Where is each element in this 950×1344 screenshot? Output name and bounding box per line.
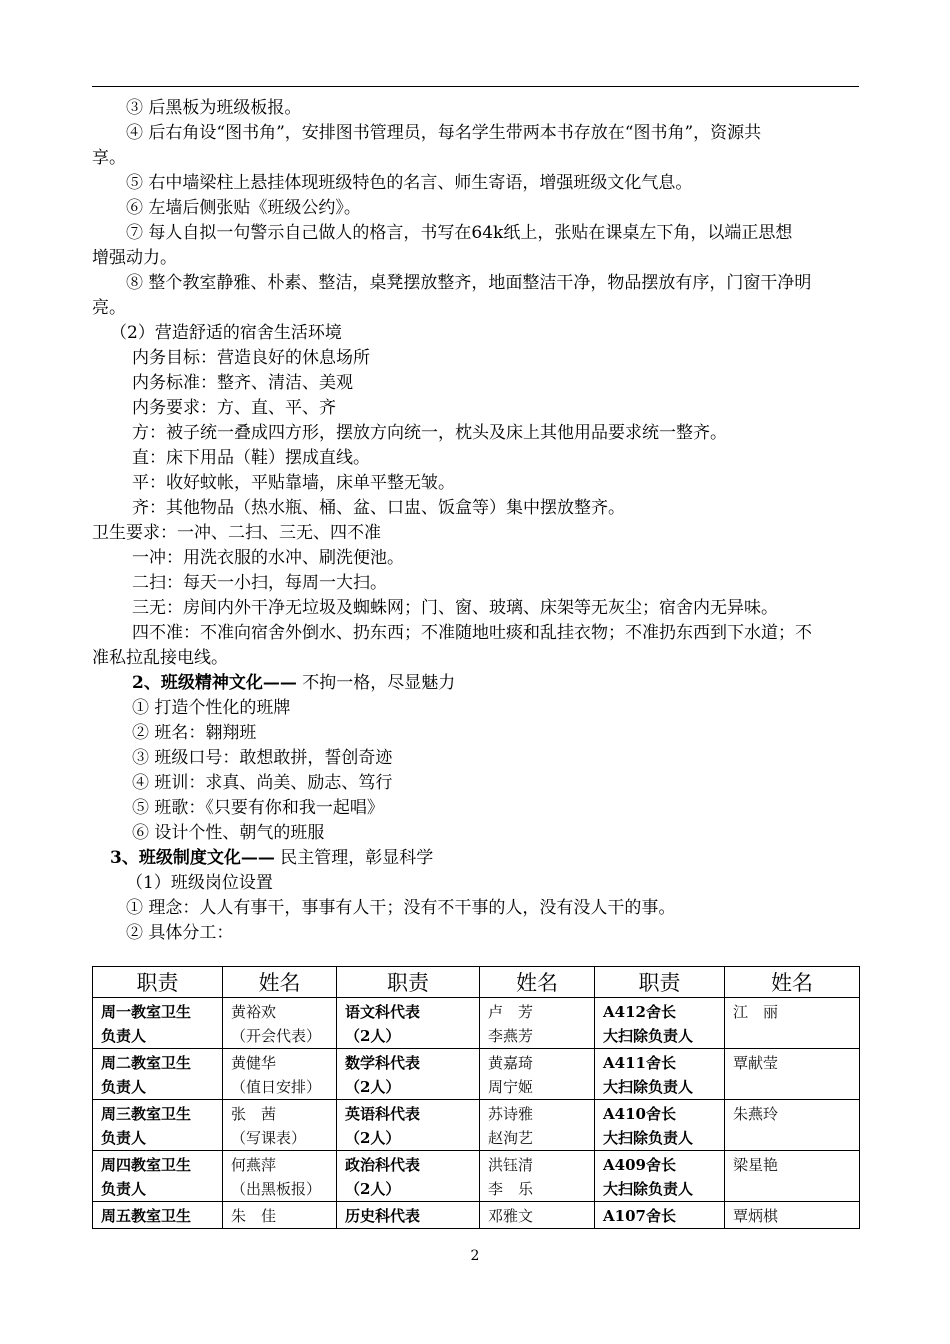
- cell-line: 负责人: [101, 1180, 147, 1198]
- paragraph-line: ② 班名：翱翔班: [132, 723, 257, 743]
- paragraph-line: 卫生要求：一冲、二扫、三无、四不准: [92, 523, 381, 543]
- cell-line: A107舍长: [603, 1207, 676, 1225]
- duty-cell: [93, 1100, 223, 1151]
- cell-line: 洪钰清: [488, 1156, 534, 1174]
- name-cell: [223, 1202, 337, 1229]
- section-heading: [92, 846, 859, 871]
- duty-cell: [337, 1151, 480, 1202]
- paragraph-line: 直：床下用品（鞋）摆成直线。: [132, 448, 370, 468]
- cell-line: （出黑板报）: [231, 1180, 322, 1198]
- cell-line: 邓雅文: [488, 1207, 534, 1225]
- heading-subtitle: 不拘一格，尽显魅力: [296, 673, 456, 693]
- paragraph-line: ② 具体分工：: [126, 923, 234, 943]
- paragraph-line: 一冲：用洗衣服的水冲、刷洗便池。: [132, 548, 404, 568]
- paragraph-line: ⑧ 整个教室静雅、朴素、整洁，桌凳摆放整齐，地面整洁干净，物品摆放有序，门窗干净明: [126, 273, 812, 293]
- paragraph-line: 增强动力。: [92, 248, 177, 268]
- name-cell: [725, 1202, 860, 1229]
- duty-cell: [93, 1049, 223, 1100]
- page-number: 2: [470, 1248, 480, 1264]
- table-row: [93, 1151, 860, 1202]
- cell-line: 黄嘉琦: [488, 1054, 534, 1072]
- paragraph-line: 亮。: [92, 298, 126, 318]
- table-row: [93, 1202, 860, 1229]
- cell-line: （2人）: [345, 1129, 401, 1147]
- paragraph-line: ⑤ 班歌：《只要有你和我一起唱》: [132, 798, 384, 818]
- header-name: 姓名: [223, 967, 337, 998]
- name-cell: [480, 1049, 595, 1100]
- paragraph-line: 方：被子统一叠成四方形，摆放方向统一，枕头及床上其他用品要求统一整齐。: [132, 423, 727, 443]
- name-cell: [725, 998, 860, 1049]
- heading-subtitle: 民主管理，彰显科学: [274, 848, 434, 868]
- cell-line: 江 丽: [733, 1003, 779, 1021]
- header-duty: 职责: [93, 967, 223, 998]
- duty-cell: [93, 1202, 223, 1229]
- name-cell: [223, 1100, 337, 1151]
- cell-line: 黄裕欢: [231, 1003, 277, 1021]
- duty-cell: [595, 1151, 725, 1202]
- cell-line: 大扫除负责人: [603, 1129, 694, 1147]
- cell-line: 覃炳棋: [733, 1207, 779, 1225]
- duty-cell: [93, 998, 223, 1049]
- cell-line: 负责人: [101, 1129, 147, 1147]
- paragraph-line: ③ 班级口号：敢想敢拼，誓创奇迹: [132, 748, 393, 768]
- cell-line: A412舍长: [603, 1003, 676, 1021]
- name-cell: [480, 998, 595, 1049]
- cell-line: 历史科代表: [345, 1207, 421, 1225]
- heading-label: 2、班级精神文化——: [132, 673, 297, 693]
- duty-cell: [595, 1202, 725, 1229]
- header-duty: 职责: [337, 967, 480, 998]
- paragraph-line: ③ 后黑板为班级板报。: [126, 98, 302, 118]
- cell-line: 卢 芳: [488, 1003, 534, 1021]
- paragraph-line: 准私拉乱接电线。: [92, 648, 228, 668]
- paragraph-line: 享。: [92, 148, 126, 168]
- header-name: 姓名: [725, 967, 860, 998]
- cell-line: 负责人: [101, 1027, 147, 1045]
- cell-line: （写课表）: [231, 1129, 307, 1147]
- cell-line: （2人）: [345, 1027, 401, 1045]
- paragraph-line: ⑤ 右中墙梁柱上悬挂体现班级特色的名言、师生寄语，增强班级文化气息。: [126, 173, 693, 193]
- paragraph-line: ④ 班训：求真、尚美、励志、笃行: [132, 773, 393, 793]
- paragraph-line: 齐：其他物品（热水瓶、桶、盆、口盅、饭盒等）集中摆放整齐。: [132, 498, 625, 518]
- heading-label: 3、班级制度文化——: [110, 848, 275, 868]
- cell-line: 政治科代表: [345, 1156, 421, 1174]
- header-rule: [92, 86, 859, 87]
- duty-cell: [595, 1049, 725, 1100]
- duty-cell: [337, 998, 480, 1049]
- cell-line: 李燕芳: [488, 1027, 534, 1045]
- section-heading: [92, 671, 859, 696]
- cell-line: 周四教室卫生: [101, 1156, 192, 1174]
- cell-line: 赵洵艺: [488, 1129, 534, 1147]
- table-header-row: [93, 967, 860, 998]
- paragraph-line: 内务要求：方、直、平、齐: [132, 398, 336, 418]
- paragraph-line: ① 打造个性化的班牌: [132, 698, 291, 718]
- cell-line: A409舍长: [603, 1156, 676, 1174]
- duty-cell: [595, 1100, 725, 1151]
- duty-cell: [337, 1100, 480, 1151]
- table-row: [93, 1100, 860, 1151]
- cell-line: 负责人: [101, 1078, 147, 1096]
- table-row: [93, 1049, 860, 1100]
- name-cell: [480, 1202, 595, 1229]
- name-cell: [725, 1049, 860, 1100]
- paragraph-line: 四不准：不准向宿舍外倒水、扔东西；不准随地吐痰和乱挂衣物；不准扔东西到下水道；不: [132, 623, 812, 643]
- header-name: 姓名: [480, 967, 595, 998]
- name-cell: [223, 998, 337, 1049]
- cell-line: 苏诗雅: [488, 1105, 534, 1123]
- cell-line: 何燕萍: [231, 1156, 277, 1174]
- cell-line: 语文科代表: [345, 1003, 421, 1021]
- cell-line: 数学科代表: [345, 1054, 421, 1072]
- cell-line: A411舍长: [603, 1054, 676, 1072]
- cell-line: 大扫除负责人: [603, 1027, 694, 1045]
- duty-cell: [337, 1049, 480, 1100]
- cell-line: 朱 佳: [231, 1207, 277, 1225]
- cell-line: 朱燕玲: [733, 1105, 779, 1123]
- duty-cell: [595, 998, 725, 1049]
- cell-line: 周一教室卫生: [101, 1003, 192, 1021]
- cell-line: 周三教室卫生: [101, 1105, 192, 1123]
- paragraph-line: 三无：房间内外干净无垃圾及蜘蛛网；门、窗、玻璃、床架等无灰尘；宿舍内无异味。: [132, 598, 778, 618]
- paragraph-line: 内务标准：整齐、清洁、美观: [132, 373, 353, 393]
- paragraph-line: ⑦ 每人自拟一句警示自己做人的格言，书写在64k纸上，张贴在课桌左下角，以端正思想: [126, 223, 793, 243]
- section-heading: （2）营造舒适的宿舍生活环境: [110, 323, 342, 343]
- cell-line: 英语科代表: [345, 1105, 421, 1123]
- cell-line: 李 乐: [488, 1180, 534, 1198]
- name-cell: [480, 1151, 595, 1202]
- cell-line: 周五教室卫生: [101, 1207, 192, 1225]
- paragraph-line: ⑥ 设计个性、朝气的班服: [132, 823, 325, 843]
- cell-line: 周二教室卫生: [101, 1054, 192, 1072]
- cell-line: 周宁姬: [488, 1078, 534, 1096]
- cell-line: 大扫除负责人: [603, 1180, 694, 1198]
- paragraph-line: （1）班级岗位设置: [126, 873, 273, 893]
- document-body: [92, 96, 859, 946]
- cell-line: （2人）: [345, 1078, 401, 1096]
- paragraph-line: 内务目标：营造良好的休息场所: [132, 348, 370, 368]
- paragraph-line: ① 理念：人人有事干，事事有人干；没有不干事的人，没有没人干的事。: [126, 898, 676, 918]
- cell-line: 梁星艳: [733, 1156, 779, 1174]
- name-cell: [223, 1049, 337, 1100]
- name-cell: [480, 1100, 595, 1151]
- cell-line: （2人）: [345, 1180, 401, 1198]
- table-row: [93, 998, 860, 1049]
- name-cell: [725, 1151, 860, 1202]
- name-cell: [725, 1100, 860, 1151]
- cell-line: 大扫除负责人: [603, 1078, 694, 1096]
- paragraph-line: ⑥ 左墙后侧张贴《班级公约》。: [126, 198, 361, 218]
- duty-table: [92, 966, 860, 1229]
- cell-line: （开会代表）: [231, 1027, 322, 1045]
- name-cell: [223, 1151, 337, 1202]
- paragraph-line: ④ 后右角设“图书角”，安排图书管理员，每名学生带两本书存放在“图书角”，资源共: [126, 123, 762, 143]
- cell-line: （值日安排）: [231, 1078, 322, 1096]
- cell-line: 黄健华: [231, 1054, 277, 1072]
- duty-cell: [337, 1202, 480, 1229]
- cell-line: 覃献莹: [733, 1054, 779, 1072]
- paragraph-line: 平：收好蚊帐，平贴靠墙，床单平整无皱。: [132, 473, 455, 493]
- paragraph-line: 二扫：每天一小扫，每周一大扫。: [132, 573, 387, 593]
- header-duty: 职责: [595, 967, 725, 998]
- duty-cell: [93, 1151, 223, 1202]
- cell-line: 张 茜: [231, 1105, 277, 1123]
- cell-line: A410舍长: [603, 1105, 676, 1123]
